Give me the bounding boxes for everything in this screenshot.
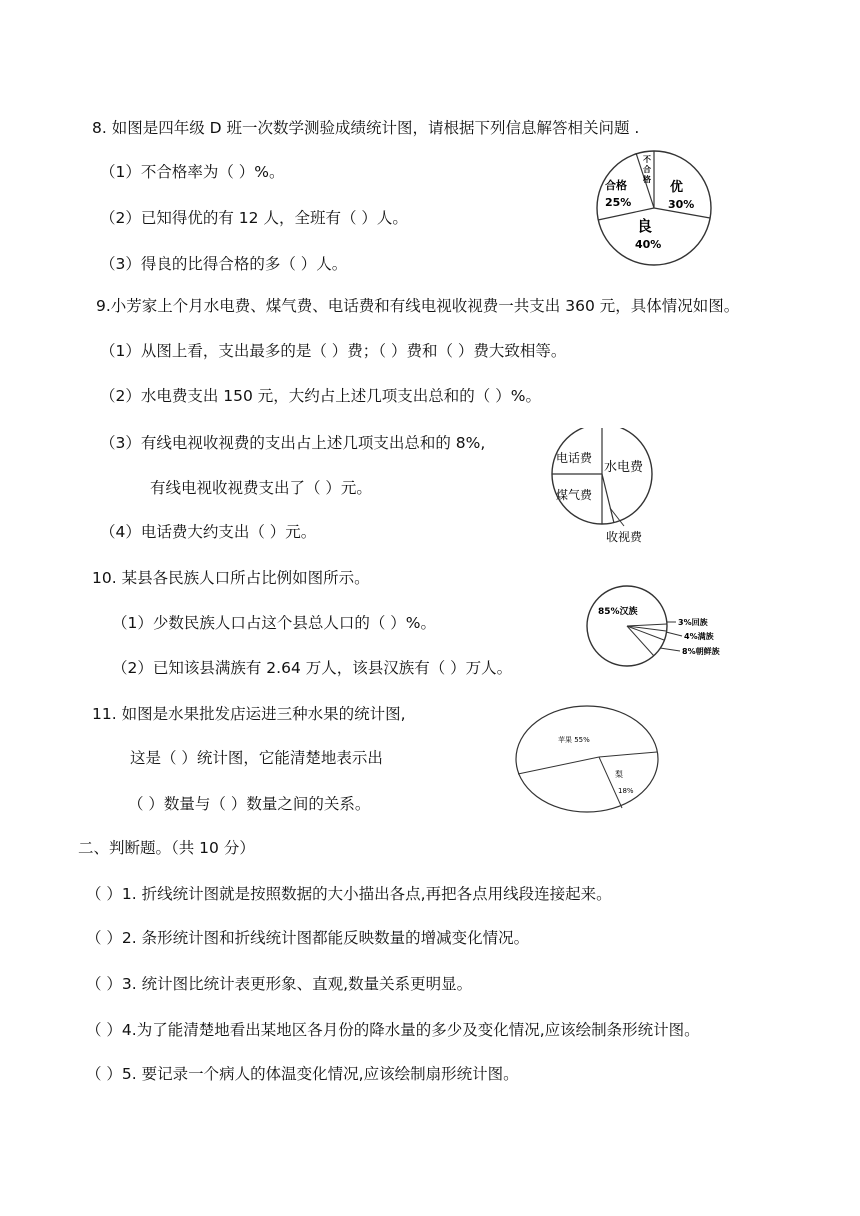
q9-label-phone: 电话费	[556, 451, 593, 465]
q11-slice-edge-1	[518, 757, 599, 774]
q8-label-excellent-pct: 30%	[668, 198, 695, 211]
q11-label-pct18: 18%	[618, 787, 634, 795]
q10-pointer-man	[666, 632, 682, 636]
q8-pie-chart	[586, 148, 722, 270]
q11-part-1: 这是（ ）统计图，它能清楚地表示出	[130, 749, 383, 767]
q9-label-tv: 收视费	[606, 530, 643, 544]
q10-label-han: 85%汉族	[598, 607, 638, 617]
q10-label-chaoxian: 8%朝鲜族	[682, 647, 720, 656]
judge-item-2: （ ）2. 条形统计图和折线统计图都能反映数量的增减变化情况。	[86, 929, 530, 947]
q8-part-1: （1）不合格率为（ ）%。	[100, 163, 285, 181]
q9-part-1: （1）从图上看，支出最多的是（ ）费；（ ）费和（ ）费大致相等。	[100, 342, 567, 360]
q8-label-unqualified-1: 不	[643, 155, 651, 164]
q11-label-pear: 梨	[615, 770, 623, 779]
q10-part-2: （2）已知该县满族有 2.64 万人，该县汉族有（ ）万人。	[112, 659, 513, 677]
q8-label-good: 良	[637, 217, 653, 235]
q10-slice-edge-1	[627, 624, 667, 626]
q10-slice-edge-4	[627, 626, 654, 656]
q8-label-good-pct: 40%	[635, 238, 662, 251]
q8-label-unqualified-2: 合	[643, 165, 651, 174]
q11-slice-edge-2	[599, 757, 622, 808]
q8-label-pass: 合格	[605, 179, 627, 192]
q10-pie-chart	[584, 584, 740, 670]
section2-title: 二、判断题。（共 10 分）	[78, 839, 255, 857]
judge-item-1: （ ）1. 折线统计图就是按照数据的大小描出各点,再把各点用线段连接起来。	[86, 885, 612, 903]
q11-pie-chart	[512, 704, 662, 816]
q9-label-water: 水电费	[604, 460, 644, 475]
q8-part-3: （3）得良的比得合格的多（ ）人。	[100, 255, 348, 273]
q10-label-man: 4%满族	[684, 632, 714, 641]
q10-label-hui: 3%回族	[678, 618, 708, 627]
q9-part-3b: 有线电视收视费支出了（ ）元。	[150, 479, 372, 497]
q11-part-2: （ ）数量与（ ）数量之间的关系。	[128, 795, 371, 813]
q9-part-2: （2）水电费支出 150 元，大约占上述几项支出总和的（ ）%。	[100, 387, 541, 405]
judge-item-5: （ ）5. 要记录一个病人的体温变化情况,应该绘制扇形统计图。	[86, 1065, 519, 1083]
q11-stem: 11. 如图是水果批发店运进三种水果的统计图,	[92, 705, 406, 723]
q9-stem: 9.小芳家上个月水电费、煤气费、电话费和有线电视收视费一共支出 360 元，具体情况如图。	[96, 297, 740, 315]
q9-slice-edge-3	[602, 474, 614, 523]
q11-pie-outline	[516, 706, 658, 812]
judge-item-3: （ ）3. 统计图比统计表更形象、直观,数量关系更明显。	[86, 975, 473, 993]
q10-pointer-chaoxian	[660, 648, 680, 651]
q9-label-gas: 煤气费	[556, 488, 593, 502]
q10-stem: 10. 某县各民族人口所占比例如图所示。	[92, 569, 370, 587]
q8-part-2: （2）已知得优的有 12 人，全班有（ ）人。	[100, 209, 408, 227]
judge-item-4: （ ）4.为了能清楚地看出某地区各月份的降水量的多少及变化情况,应该绘制条形统计图。	[86, 1021, 700, 1039]
q9-part-4: （4）电话费大约支出（ ）元。	[100, 523, 317, 541]
q8-stem: 8. 如图是四年级 D 班一次数学测验成绩统计图，请根据下列信息解答相关问题 .	[92, 119, 640, 137]
q9-part-3a: （3）有线电视收视费的支出占上述几项支出总和的 8%,	[100, 434, 486, 452]
q11-slice-edge-3	[599, 752, 657, 757]
q8-label-excellent: 优	[670, 180, 684, 195]
q9-pie-chart	[544, 428, 674, 548]
q8-label-pass-pct: 25%	[605, 196, 632, 209]
q11-label-apple: 苹果 55%	[558, 736, 590, 744]
q8-label-unqualified-3: 格	[643, 175, 651, 184]
q10-part-1: （1）少数民族人口占这个县总人口的（ ）%。	[112, 614, 437, 632]
